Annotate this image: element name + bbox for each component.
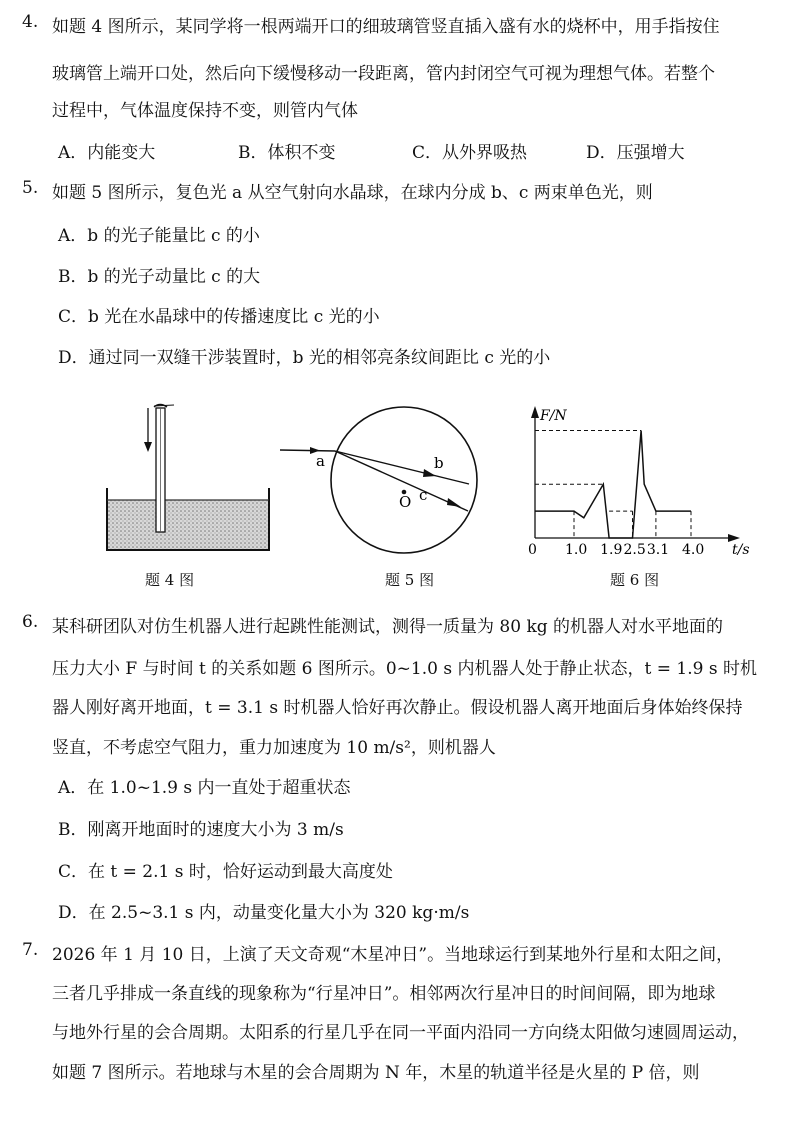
- y-axis-arrow-icon: [531, 406, 539, 418]
- question-text-line: 玻璃管上端开口处，然后向下缓慢移动一段距离，管内封闭空气可视为理想气体。若整个: [52, 64, 715, 84]
- option-c[interactable]: C．b 光在水晶球中的传播速度比 c 光的小: [58, 307, 380, 327]
- x-tick-label: 1.9: [600, 542, 623, 558]
- option-d[interactable]: D．在 2.5~3.1 s 内，动量变化量大小为 320 kg·m/s: [58, 903, 470, 923]
- option-a[interactable]: A．内能变大: [58, 143, 156, 163]
- figure-4-caption: 题 4 图: [145, 571, 195, 589]
- label-b: b: [434, 454, 444, 472]
- figure-5-crystal-ball: [272, 404, 502, 560]
- question-text-line: 器人刚好离开地面，t = 3.1 s 时机器人恰好再次静止。假设机器人离开地面后身体始终保持: [52, 698, 743, 718]
- origin-label: 0: [528, 542, 537, 558]
- figure-6-force-time-graph: [518, 398, 768, 564]
- ray-c-arrow-icon: [447, 498, 461, 507]
- x-tick-label: 1.0: [565, 542, 588, 558]
- question-number: 4.: [22, 12, 39, 32]
- question-text-line: 与地外行星的会合周期。太阳系的行星几乎在同一平面内沿同一方向绕太阳做匀速圆周运动，: [52, 1023, 749, 1043]
- label-c: c: [419, 486, 428, 504]
- figure-5-caption: 题 5 图: [385, 571, 435, 589]
- option-b[interactable]: B．刚离开地面时的速度大小为 3 m/s: [58, 820, 344, 840]
- y-axis-label: F/N: [540, 408, 567, 424]
- ray-b: [335, 451, 469, 484]
- option-c[interactable]: C．从外界吸热: [412, 143, 528, 163]
- question-number: 5.: [22, 178, 39, 198]
- question-number: 7.: [22, 940, 39, 960]
- question-text-line: 过程中，气体温度保持不变，则管内气体: [52, 101, 358, 121]
- label-o: O: [399, 493, 412, 511]
- option-a[interactable]: A．在 1.0~1.9 s 内一直处于超重状态: [58, 778, 351, 798]
- water-region: [107, 500, 269, 550]
- option-b[interactable]: B．b 的光子动量比 c 的大: [58, 267, 261, 287]
- option-d[interactable]: D．压强增大: [586, 143, 685, 163]
- option-a[interactable]: A．b 的光子能量比 c 的小: [58, 226, 260, 246]
- arrow-head-icon: [144, 442, 152, 452]
- label-a: a: [316, 452, 325, 470]
- question-text-line: 三者几乎排成一条直线的现象称为“行星冲日”。相邻两次行星冲日的时间间隔，即为地球: [52, 984, 716, 1004]
- option-d[interactable]: D．通过同一双缝干涉装置时，b 光的相邻亮条纹间距比 c 光的小: [58, 348, 551, 368]
- x-tick-label: 4.0: [682, 542, 705, 558]
- question-text-line: 如题 5 图所示，复色光 a 从空气射向水晶球，在球内分成 b、c 两束单色光，则: [52, 183, 653, 203]
- x-axis-label: t/s: [732, 542, 750, 558]
- figure-4-beaker: [100, 398, 280, 558]
- question-number: 6.: [22, 612, 39, 632]
- option-c[interactable]: C．在 t = 2.1 s 时，恰好运动到最大高度处: [58, 862, 393, 882]
- question-text-line: 某科研团队对仿生机器人进行起跳性能测试，测得一质量为 80 kg 的机器人对水平地面的: [52, 617, 724, 637]
- question-text-line: 竖直，不考虑空气阻力，重力加速度为 10 m/s²，则机器人: [52, 738, 496, 758]
- question-text-line: 如题 4 图所示，某同学将一根两端开口的细玻璃管竖直插入盛有水的烧杯中，用手指按住: [52, 17, 720, 37]
- question-text-line: 如题 7 图所示。若地球与木星的会合周期为 N 年，木星的轨道半径是火星的 P 倍，则: [52, 1063, 700, 1083]
- x-axis-arrow-icon: [728, 534, 740, 542]
- ray-a: [280, 450, 335, 451]
- question-text-line: 压力大小 F 与时间 t 的关系如题 6 图所示。0~1.0 s 内机器人处于静止状态，t = 1.9 s 时机: [52, 659, 757, 679]
- question-text-line: 2026 年 1 月 10 日，上演了天文奇观“木星冲日”。当地球运行到某地外行星和太阳之间，: [52, 945, 734, 965]
- x-tick-label: 2.5: [623, 542, 646, 558]
- x-tick-label: 3.1: [646, 542, 670, 558]
- option-b[interactable]: B．体积不变: [238, 143, 336, 163]
- figure-6-caption: 题 6 图: [610, 571, 660, 589]
